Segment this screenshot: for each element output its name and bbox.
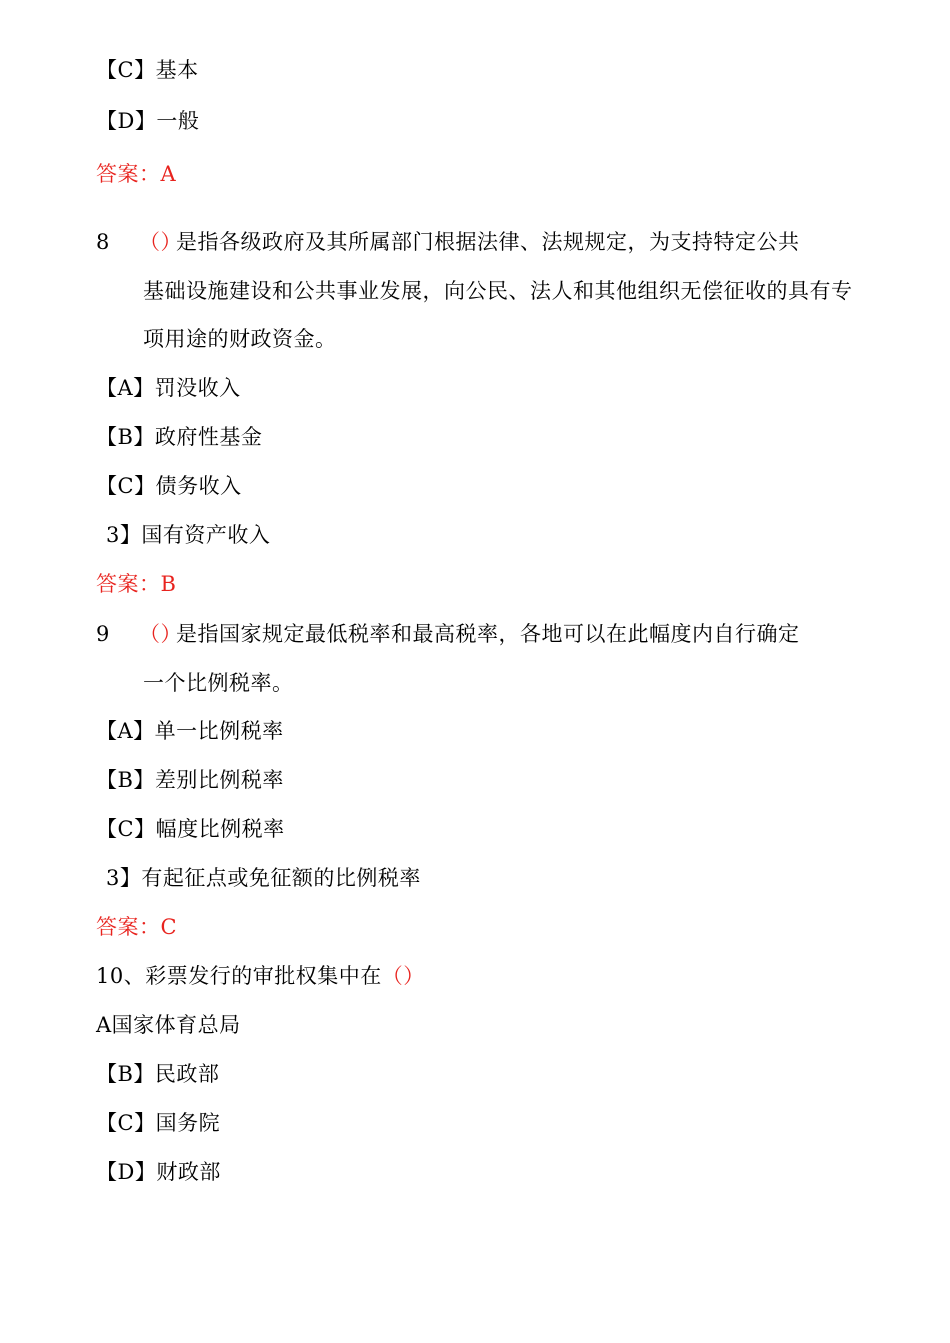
q8-number: 8 bbox=[96, 230, 110, 254]
q7-option-d: 【D】一般 bbox=[96, 109, 200, 133]
q8-option-b: 【B】政府性基金 bbox=[96, 425, 263, 449]
q8-answer: 答案：B bbox=[96, 572, 177, 596]
q8-option-d: 3】国有资产收入 bbox=[106, 523, 271, 547]
q10-option-b: 【B】民政部 bbox=[96, 1062, 220, 1086]
q8-blank-paren: （） bbox=[139, 230, 182, 254]
q7-option-c: 【C】基本 bbox=[96, 58, 199, 82]
q9-option-b: 【B】差别比例税率 bbox=[96, 768, 284, 792]
q8-stem-line-2: 基础设施建设和公共事业发展，向公民、法人和其他组织无偿征收的具有专 bbox=[143, 279, 853, 303]
q9-option-d: 3】有起征点或免征额的比例税率 bbox=[106, 866, 421, 890]
q9-answer: 答案：C bbox=[96, 915, 178, 939]
q10-option-a: A国家体育总局 bbox=[96, 1013, 241, 1037]
q10-option-d: 【D】财政部 bbox=[96, 1160, 221, 1184]
q7-answer: 答案：A bbox=[96, 162, 177, 186]
q9-number: 9 bbox=[96, 622, 110, 646]
q10-stem-text: 10、彩票发行的审批权集中在 bbox=[96, 964, 382, 988]
q9-stem-line-2: 一个比例税率。 bbox=[143, 671, 294, 695]
q9-option-c: 【C】幅度比例税率 bbox=[96, 817, 285, 841]
q9-option-a: 【A】单一比例税率 bbox=[96, 719, 284, 743]
q8-option-c: 【C】债务收入 bbox=[96, 474, 242, 498]
q8-stem-line-1: 是指各级政府及其所属部门根据法律、法规规定，为支持特定公共 bbox=[176, 230, 800, 254]
q8-option-a: 【A】罚没收入 bbox=[96, 376, 241, 400]
q8-stem-line-3: 项用途的财政资金。 bbox=[143, 327, 337, 351]
q9-blank-paren: （） bbox=[139, 622, 182, 646]
q9-stem-line-1: 是指国家规定最低税率和最高税率，各地可以在此幅度内自行确定 bbox=[176, 622, 800, 646]
q10-option-c: 【C】国务院 bbox=[96, 1111, 221, 1135]
q10-stem bbox=[96, 962, 425, 990]
q10-blank-paren: （） bbox=[381, 964, 425, 988]
